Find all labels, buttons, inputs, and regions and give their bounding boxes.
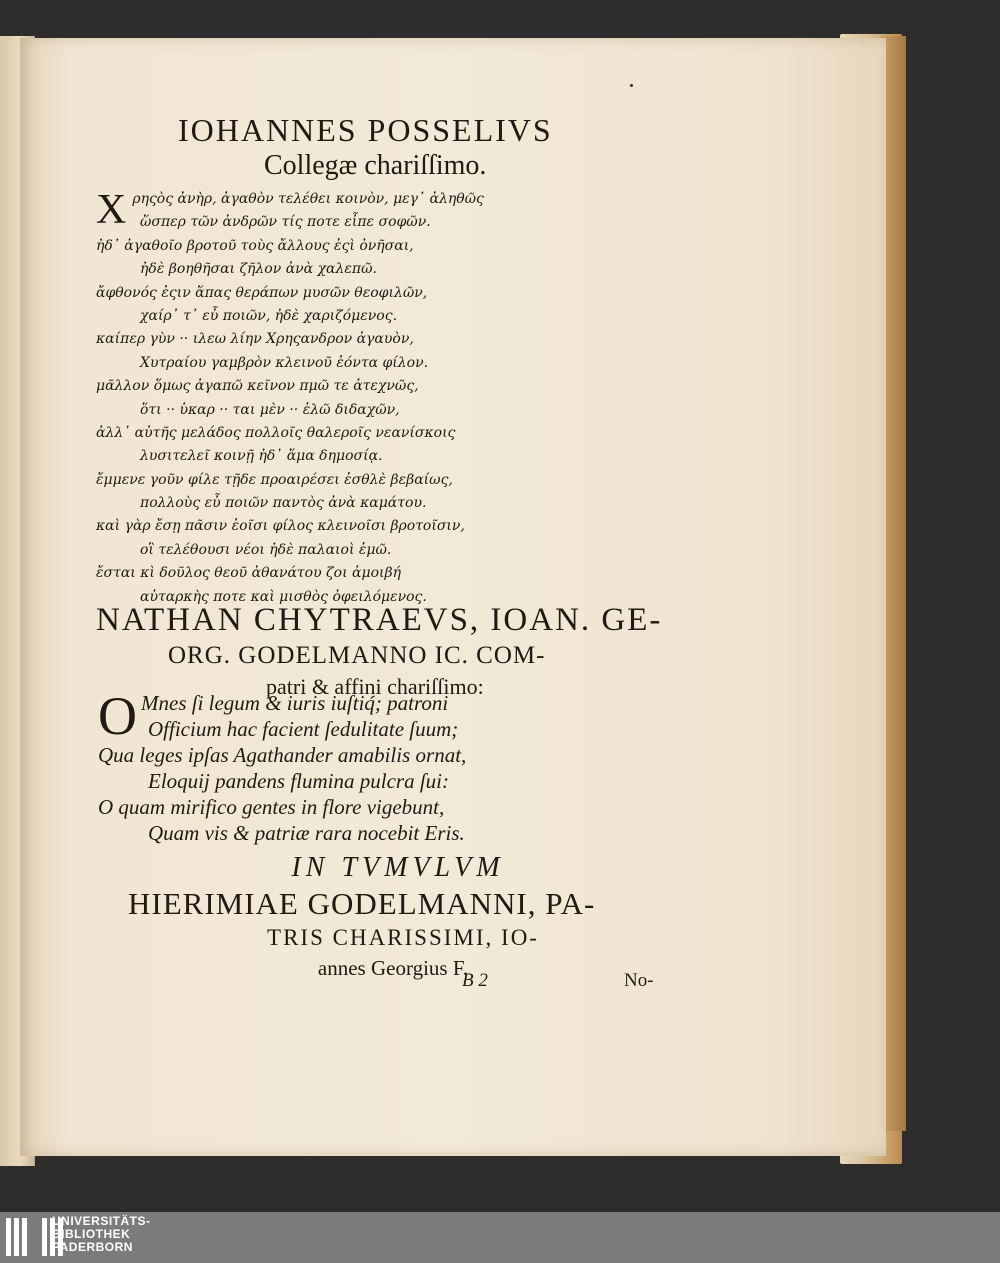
tumulus-line: IN TVMVLVM	[291, 852, 505, 883]
latin-line: Mnes ſi legum & iuris iuſtiq́; patroni	[141, 691, 449, 715]
library-logo-text	[52, 1215, 151, 1254]
heading-nathan-line: ORG. GODELMANNO IC. COM-	[168, 642, 546, 669]
heading-posselius: IOHANNES POSSELIVS	[178, 112, 553, 148]
latin-line: O quam mirifico gentes in flore vigebunt,	[98, 795, 445, 819]
heading-dedication: Collegæ chariſſimo.	[264, 150, 487, 181]
tumulus-line: HIERIMIAE GODELMANNI, PA-	[128, 886, 596, 921]
greek-poem	[96, 187, 484, 609]
latin-line: Eloquij pandens flumina pulcra ſui:	[148, 769, 449, 793]
heading-nathan-line: patri & affini chariſſimo:	[266, 674, 484, 699]
greek-line: οἳ τελέθουσι νέοι ἠδὲ παλαιοὶ ἐμῶ.	[140, 541, 392, 558]
catchword: No-	[624, 970, 654, 991]
greek-line: πολλοὺς εὖ ποιῶν παντὸς ἀνὰ καμάτου.	[140, 495, 427, 512]
greek-line: μᾶλλον ὅμως ἀγαπῶ κεῖνον πμῶ τε ἀτεχνῶς,	[96, 378, 419, 395]
greek-line: καίπερ γὺν ·· ιλεω λίην Χρηςανδρον ἀγαυὸν,	[96, 331, 414, 348]
heading-nathan-chytraeus	[96, 600, 666, 702]
greek-line: ἄφθονός ἐςιν ἅπας θεράπων μυσῶν θεοφιλῶν,	[96, 284, 428, 301]
greek-line: ὅτι ·· ὑκαρ ·· ται μὲν ·· ἐλῶ διδαχῶν,	[140, 401, 400, 418]
greek-line: χαίρ᾽ τ᾽ εὖ ποιῶν, ἠδὲ χαριζόμενος.	[140, 307, 398, 324]
latin-dropcap: O	[98, 686, 137, 746]
tumulus-line: TRIS CHARISSIMI, IO-	[267, 925, 539, 950]
greek-line: αὐταρκὴς ποτε καὶ μισθὸς ὀφειλόμενος.	[140, 588, 427, 605]
greek-line: Χυτραίου γαμβρὸν κλεινοῦ ἐόντα φίλον.	[140, 354, 429, 371]
logo-line: UNIVERSITÄTS-	[52, 1214, 151, 1228]
greek-dropcap: X	[96, 187, 127, 233]
greek-line: καὶ γὰρ ἔσῃ πᾶσιν ἑοῖσι φίλος κλεινοῖσι βροτοῖσιν,	[96, 518, 465, 535]
footer-bar	[0, 1212, 1000, 1263]
heading-nathan-line: NATHAN CHYTRAEVS, IOAN. GE-	[96, 602, 663, 638]
heading-in-tumulum	[128, 850, 648, 982]
latin-line: Qua leges ipſas Agathander amabilis ornat,	[98, 743, 467, 767]
greek-line: λυσιτελεῖ κοινῇ ἠδ᾽ ἅμα δημοσίᾳ.	[140, 448, 383, 465]
signature-mark: B 2	[462, 970, 488, 991]
greek-line: ἔμμενε γοῦν φίλε τῇδε προαιρέσει ἐσθλὲ βεβαίως,	[96, 471, 453, 488]
tumulus-line: annes Georgius F.	[317, 956, 469, 980]
greek-line: ἔσται κὶ δοῦλος θεοῦ ἀθανάτου ζοι ἀμοιβή	[96, 565, 401, 582]
greek-line: ὥσπερ τῶν ἀνδρῶν τίς ποτε εἶπε σοφῶν.	[140, 214, 431, 231]
logo-line: BIBLIOTHEK	[52, 1227, 131, 1241]
greek-line: ρηςὸς ἀνὴρ, ἀγαθὸν τελέθει κοινὸν, μεγ᾽ ἀληθῶς	[132, 191, 484, 207]
greek-line: ἠδ᾽ ἀγαθοῖο βροτοῦ τοὺς ἄλλους ἐςὶ ὀνῆσαι,	[96, 237, 414, 254]
latin-line: Quam vis & patriæ rara nocebit Eris.	[148, 821, 465, 845]
greek-line: ἀλλ᾽ αὐτῆς μελάδος πολλοῖς θαλεροῖς νεανίσκοις	[96, 424, 456, 441]
greek-line: ἠδὲ βοηθῆσαι ζῆλον ἀνὰ χαλεπῶ.	[140, 261, 377, 278]
latin-line: Officium hac facient ſedulitate ſuum;	[148, 717, 459, 741]
logo-line: PADERBORN	[52, 1240, 133, 1254]
ink-speck	[630, 84, 633, 87]
